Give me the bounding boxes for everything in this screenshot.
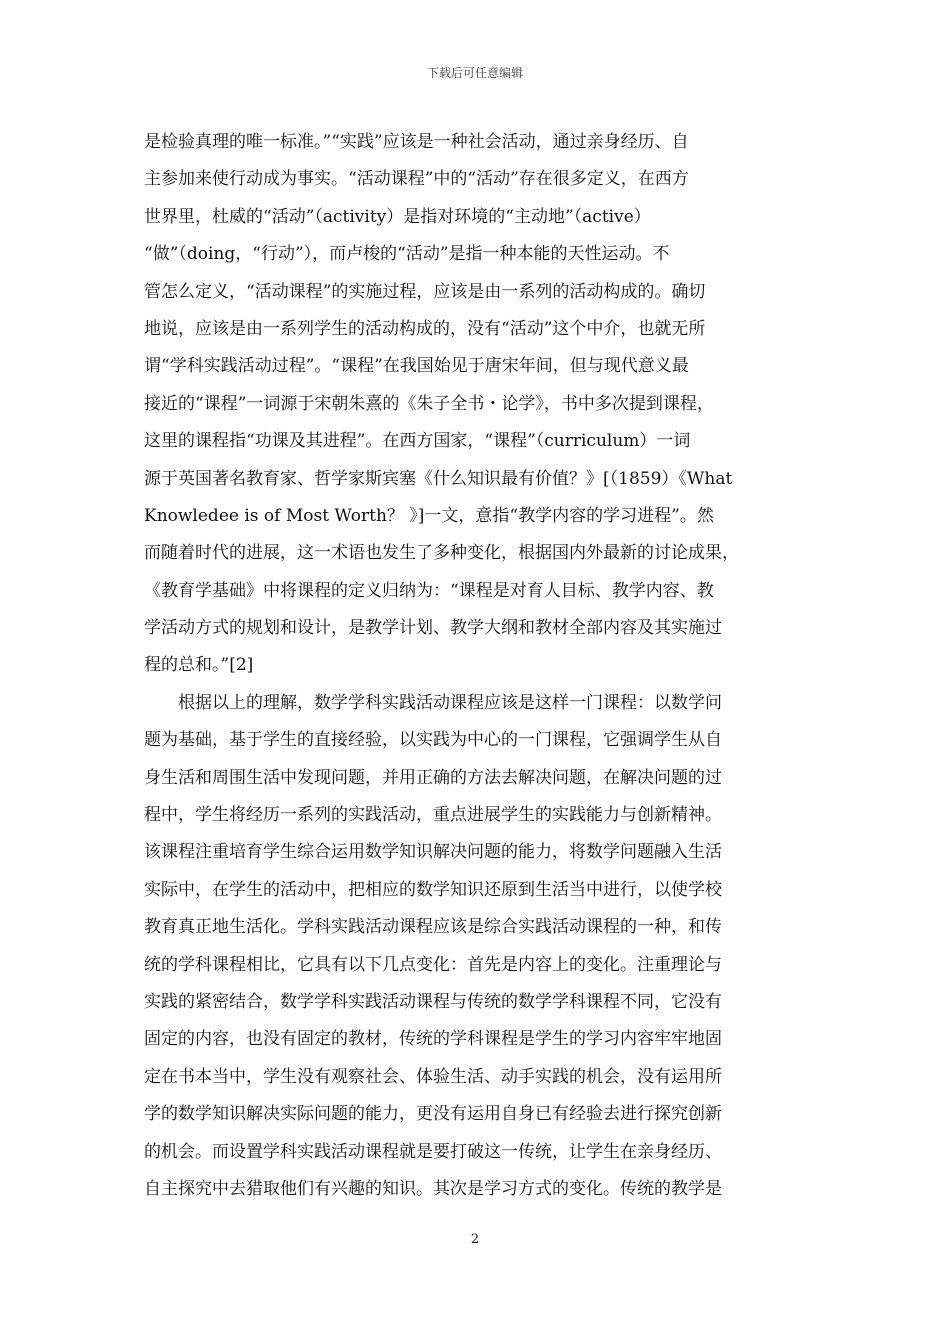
text-line: “做”（doing，“行动”），而卢梭的“活动”是指一种本能的天性运动。不 [144,244,670,265]
text-line: 题为基础，基于学生的直接经验，以实践为中心的一门课程，它强调学生从自 [144,730,722,751]
text-line: 源于英国著名教育家、哲学家斯宾塞《什么知识最有价值？》[（1859）《What [144,468,733,489]
text-line: 的机会。而设置学科实践活动课程就是要打破这一传统，让学生在亲身经历、 [144,1141,722,1162]
text-line: Knowledee is of Most Worth？ 》]一文，意指“教学内容的学习进程”。然 [144,505,714,526]
text-line: 学的数学知识解决实际问题的能力，更没有运用自身已有经验去进行探究创新 [144,1104,722,1125]
text-line: 地说，应该是由一系列学生的活动构成的，没有“活动”这个中介，也就无所 [144,318,706,339]
text-line: 主参加来使行动成为事实。“活动课程”中的“活动”存在很多定义，在西方 [144,169,689,190]
text-line: 定在书本当中，学生没有观察社会、体验生活、动手实践的机会，没有运用所 [144,1066,722,1087]
text-line: 《教育学基础》中将课程的定义归纳为：“课程是对育人目标、教学内容、教 [144,580,714,601]
text-line: 世界里，杜威的“活动”（activity）是指对环境的“主动地”（active） [144,206,651,227]
text-line: 而随着时代的进展，这一术语也发生了多种变化，根据国内外最新的讨论成果， [144,543,739,564]
text-line: 管怎么定义，“活动课程”的实施过程，应该是由一系列的活动构成的。确切 [144,281,706,302]
text-line: 该课程注重培育学生综合运用数学知识解决问题的能力，将数学问题融入生活 [144,842,722,863]
text-line: 固定的内容，也没有固定的教材，传统的学科课程是学生的学习内容牢牢地固 [144,1029,722,1050]
text-line: 程中，学生将经历一系列的实践活动，重点进展学生的实践能力与创新精神。 [144,805,722,826]
paragraph [144,685,808,1208]
text-line: 自主探究中去猎取他们有兴趣的知识。其次是学习方式的变化。传统的教学是 [144,1178,722,1199]
body-text [144,124,808,1208]
text-line: 统的学科课程相比，它具有以下几点变化：首先是内容上的变化。注重理论与 [144,954,722,975]
text-line: 实践的紧密结合，数学学科实践活动课程与传统的数学学科课程不同，它没有 [144,991,722,1012]
text-line: 实际中，在学生的活动中，把相应的数学知识还原到生活当中进行，以使学校 [144,879,722,900]
text-line: 是检验真理的唯一标准。”“实践”应该是一种社会活动，通过亲身经历、自 [144,132,689,152]
paragraph [144,124,808,685]
text-line: 教育真正地生活化。学科实践活动课程应该是综合实践活动课程的一种，和传 [144,917,722,938]
page-number: 2 [470,1232,480,1247]
text-line: 根据以上的理解，数学学科实践活动课程应该是这样一门课程：以数学问 [178,692,722,713]
text-line: 程的总和。”[2] [144,655,254,676]
text-line: 这里的课程指“功课及其进程”。在西方国家，“课程”（curriculum）一词 [144,431,691,452]
text-line: 谓“学科实践活动过程”。“课程”在我国始见于唐宋年间，但与现代意义最 [144,356,689,377]
page-header: 下载后可任意编辑 [426,66,523,80]
text-line: 学活动方式的规划和设计，是教学计划、教学大纲和教材全部内容及其实施过 [144,618,722,639]
text-line: 身生活和周围生活中发现问题，并用正确的方法去解决问题，在解决问题的过 [144,767,722,788]
text-line: 接近的“课程”一词源于宋朝朱熹的《朱子全书・论学》，书中多次提到课程， [144,393,714,414]
